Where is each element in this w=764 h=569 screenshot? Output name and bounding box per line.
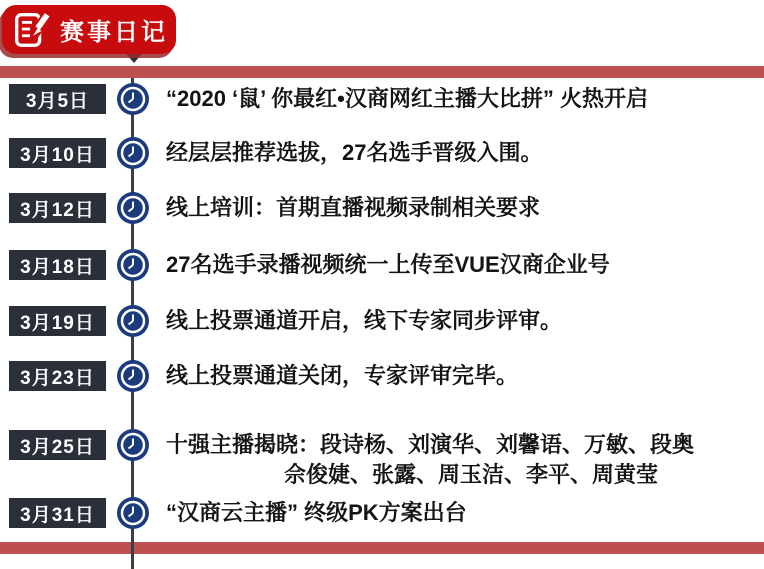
timeline-row (0, 138, 542, 169)
event-text: “汉商云主播” 终级PK方案出台 (166, 500, 467, 525)
timeline-row (0, 430, 694, 490)
clock-icon (117, 497, 149, 529)
timeline-row (0, 361, 518, 392)
clock-icon (117, 305, 149, 337)
date-badge: 3月12日 (9, 193, 106, 223)
divider-bar-top (0, 66, 764, 78)
event-text: 线上投票通道开启，线下专家同步评审。 (166, 308, 563, 333)
divider-bar-bottom (0, 542, 764, 554)
event-text: 线上培训：首期直播视频录制相关要求 (166, 195, 541, 220)
timeline-row (0, 498, 467, 529)
timeline-row (0, 250, 610, 281)
event-text-line1: 十强主播揭晓：段诗杨、刘演华、刘馨语、万敏、段奥 (166, 432, 695, 457)
event-text: “2020 ‘鼠’ 你最红•汉商网红主播大比拼” 火热开启 (166, 86, 648, 111)
clock-icon (117, 360, 149, 392)
clock-icon (117, 83, 149, 115)
header-badge (2, 5, 176, 54)
timeline-row (0, 84, 648, 115)
date-badge: 3月18日 (9, 250, 106, 280)
date-badge: 3月23日 (9, 361, 106, 391)
date-badge: 3月25日 (9, 430, 106, 460)
clock-icon (117, 249, 149, 281)
date-badge: 3月10日 (9, 138, 106, 168)
event-text: 经层层推荐选拔，27名选手晋级入围。 (166, 140, 543, 165)
notepad-pencil-icon (10, 9, 52, 51)
timeline-row (0, 193, 540, 224)
event-text: 线上投票通道关闭，专家评审完毕。 (166, 363, 519, 388)
event-text (166, 430, 694, 490)
timeline-row (0, 306, 562, 337)
event-text-line2: 佘俊婕、张露、周玉洁、李平、周黄莹 (284, 462, 659, 487)
clock-icon (117, 429, 149, 461)
clock-icon (117, 192, 149, 224)
page-title: 赛事日记 (60, 19, 168, 46)
clock-icon (117, 137, 149, 169)
date-badge: 3月31日 (9, 498, 106, 528)
event-text: 27名选手录播视频统一上传至VUE汉商企业号 (166, 252, 610, 277)
date-badge: 3月19日 (9, 306, 106, 336)
date-badge: 3月5日 (9, 84, 106, 114)
